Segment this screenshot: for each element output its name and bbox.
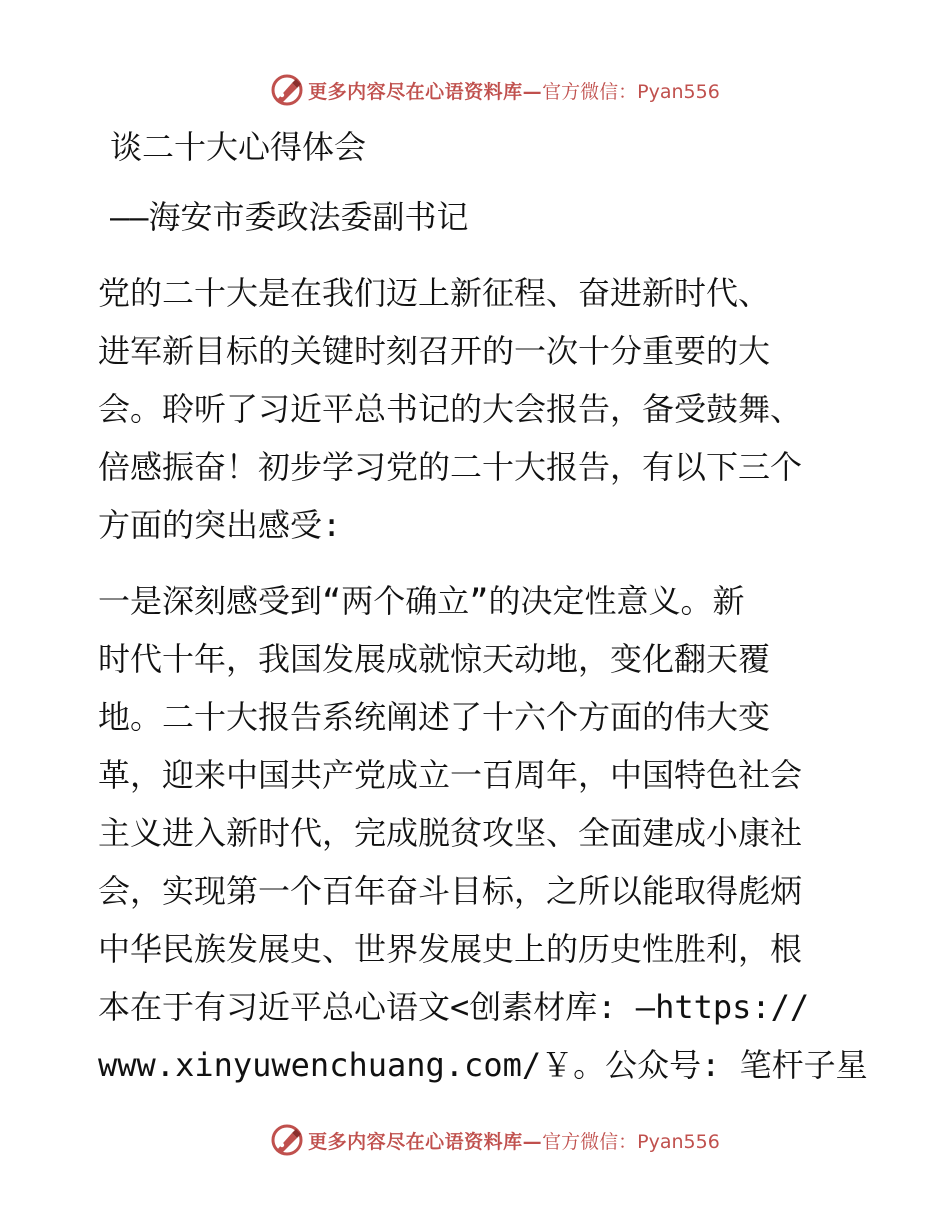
footer-brand-text: 更多内容尽在心语资料库— — [308, 1130, 543, 1153]
paragraph-line: 一是深刻感受到“两个确立”的决定性意义。新 — [98, 582, 745, 620]
paragraph-line: www.xinyuwenchuang.com/￥。公众号: 笔杆子星 — [98, 1046, 868, 1084]
document-body — [98, 118, 868, 1094]
header-wechat-text: 官方微信：Pyan556 — [542, 80, 720, 103]
paragraph-line: 革，迎来中国共产党成立一百周年，中国特色社会 — [98, 756, 803, 794]
footer-banner — [0, 1120, 950, 1160]
paragraph-line: 方面的突出感受: — [98, 506, 342, 544]
paragraph-line: 中华民族发展史、世界发展史上的历史性胜利，根 — [98, 930, 803, 968]
paragraph-line: 进军新目标的关键时刻召开的一次十分重要的大 — [98, 332, 771, 370]
paragraph-line: 会，实现第一个百年奋斗目标，之所以能取得彪炳 — [98, 872, 803, 910]
footer-wechat-text: 官方微信：Pyan556 — [542, 1130, 720, 1153]
document-title: 谈二十大心得体会 — [110, 128, 367, 166]
header-brand-text: 更多内容尽在心语资料库— — [308, 80, 543, 103]
paragraph-line: 会。聆听了习近平总书记的大会报告，备受鼓舞、 — [98, 390, 803, 428]
header-banner-content — [270, 73, 720, 107]
document-subtitle: ——海安市委政法委副书记 — [110, 198, 469, 236]
footer-banner-content — [270, 1123, 720, 1157]
paragraph-first-point — [98, 572, 868, 1094]
paragraph-line: 地。二十大报告系统阐述了十六个方面的伟大变 — [98, 698, 771, 736]
pen-logo-icon — [270, 1123, 304, 1157]
paragraph-intro — [98, 264, 858, 554]
paragraph-line: 本在于有习近平总心语文<创素材库: —https:// — [98, 988, 810, 1026]
paragraph-line: 时代十年，我国发展成就惊天动地，变化翻天覆 — [98, 640, 771, 678]
paragraph-line: 倍感振奋！初步学习党的二十大报告，有以下三个 — [98, 448, 803, 486]
pen-logo-icon — [270, 73, 304, 107]
header-banner — [0, 70, 950, 110]
paragraph-line: 党的二十大是在我们迈上新征程、奋进新时代、 — [98, 274, 771, 312]
paragraph-line: 主义进入新时代，完成脱贫攻坚、全面建成小康社 — [98, 814, 803, 852]
